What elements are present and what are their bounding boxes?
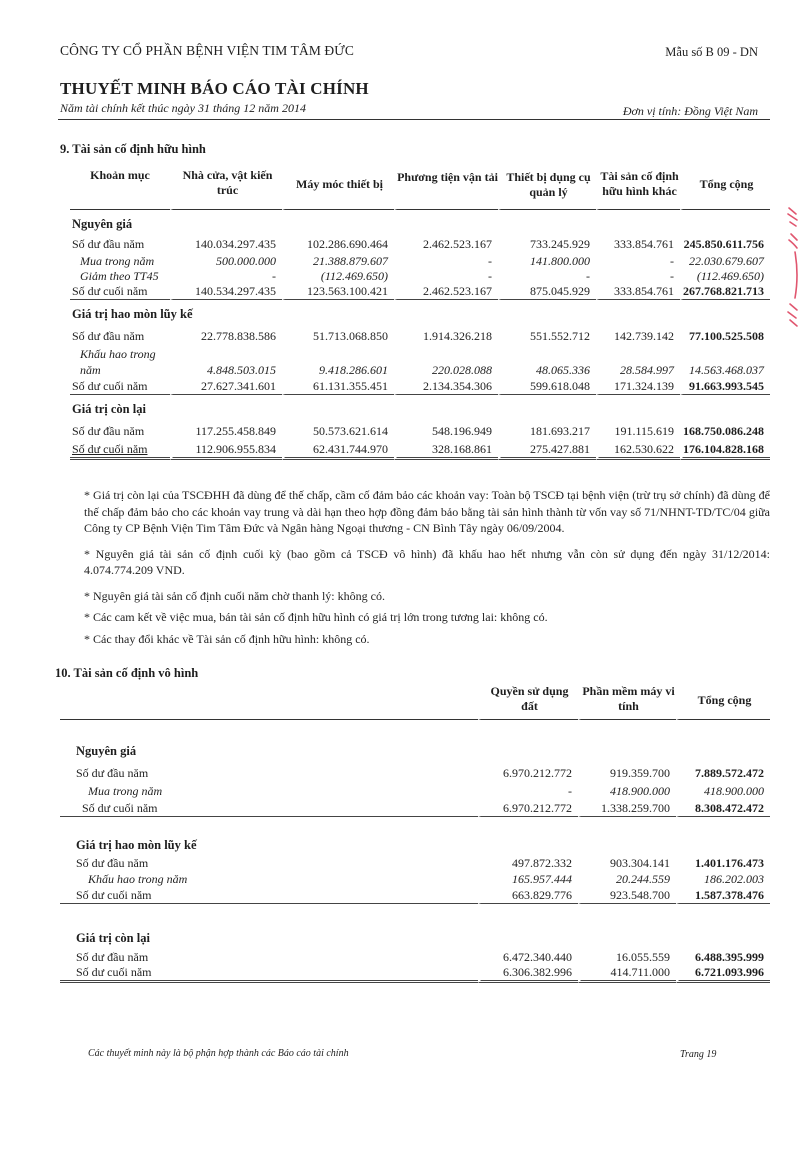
col-header-other-assets: Tài sản cố định hữu hình khác	[596, 160, 680, 210]
cell-value: 6.306.382.996	[478, 965, 578, 983]
cell-value: 117.255.458.849	[195, 424, 276, 438]
cell-value: -	[670, 254, 674, 268]
cell-value: 2.134.354.306	[394, 378, 498, 395]
cell-value: 418.900.000	[610, 784, 670, 798]
cell-value: 123.563.100.421	[282, 284, 394, 300]
row-label: Số dư cuối năm	[70, 378, 170, 395]
group-label: Giá trị hao mòn lũy kế	[72, 307, 193, 321]
cell-value: 220.028.088	[432, 363, 492, 377]
row-label: năm	[80, 363, 101, 377]
cell-total: 77.100.525.508	[689, 329, 764, 343]
cell-value: -	[670, 269, 674, 283]
cell-value: 102.286.690.464	[307, 237, 388, 251]
row-label: Số dư đầu năm	[72, 237, 145, 251]
cell-value: 6.970.212.772	[478, 799, 578, 817]
table-row	[60, 759, 770, 781]
cell-value: 62.431.744.970	[282, 439, 394, 460]
col-header-total: Tổng cộng	[680, 160, 770, 210]
cell-value: 551.552.712	[530, 329, 590, 343]
cell-value: -	[586, 269, 590, 283]
row-label: Số dư cuối năm	[70, 439, 170, 460]
cell-total: 6.721.093.996	[676, 965, 770, 983]
table-row	[70, 344, 770, 362]
table-row	[70, 284, 770, 300]
col-header-vehicles: Phương tiện vận tải	[394, 160, 498, 210]
cell-value: 21.388.879.607	[313, 254, 388, 268]
cell-value: 141.800.000	[530, 254, 590, 268]
cell-total: 6.488.395.999	[695, 950, 764, 964]
table-row	[70, 252, 770, 269]
cell-total: 245.850.611.756	[683, 237, 764, 251]
cell-value: 275.427.881	[498, 439, 596, 460]
group-label: Giá trị còn lại	[72, 402, 146, 416]
cell-total: 418.900.000	[704, 784, 764, 798]
cell-value: 733.245.929	[530, 237, 590, 251]
group-label: Nguyên giá	[72, 217, 133, 231]
cell-value: 20.244.559	[616, 872, 670, 886]
cell-total: 168.750.086.248	[683, 424, 764, 438]
table-row	[60, 946, 770, 965]
header-divider	[58, 119, 770, 120]
col-header-total: Tổng cộng	[676, 682, 770, 720]
note-collateral: * Giá trị còn lại của TSCĐHH đã dùng để thế chấp, cầm cố đảm bảo các khoản vay: Toàn bộ TSCĐ tại bệnh viện (trừ trụ sở chính) đã dùng để thế chấp đảm bảo cho các khoản vay trung và dài hạn theo hợp đồng đảm bảo bằng tài sản hình thành từ vốn vay số 71/NHNT-TD/TC/04 giữa Công ty CP Bệnh Viện Tim Tâm Đức và Ngân hàng Ngoại thương - CN Bình Tây ngày 06/09/2004.	[84, 488, 770, 535]
cell-value: -	[488, 254, 492, 268]
col-header-buildings: Nhà cửa, vật kiến trúc	[170, 160, 282, 210]
group-net-value	[60, 926, 770, 946]
table-row	[60, 887, 770, 904]
cell-value: 27.627.341.601	[170, 378, 282, 395]
cell-value: 2.462.523.167	[423, 237, 492, 251]
section-9-title: 9. Tài sản cố định hữu hình	[60, 142, 206, 156]
spacer	[60, 720, 770, 737]
spacer	[60, 904, 770, 926]
col-header-software: Phần mềm máy vi tính	[578, 682, 676, 720]
col-header-office-equipment: Thiết bị dụng cụ quản lý	[498, 160, 596, 210]
col-header-machinery: Máy móc thiết bị	[282, 160, 394, 210]
cell-value: 22.778.838.586	[201, 329, 276, 343]
row-label: Số dư đầu năm	[76, 950, 149, 964]
cell-value: 140.534.297.435	[170, 284, 282, 300]
note-fully-depreciated: * Nguyên giá tài sản cố định cuối kỳ (bao gồm cả TSCĐ vô hình) đã khấu hao hết nhưng vẫn còn sử dụng đến ngày 31/12/2014: 4.074.774.209 VND.	[84, 546, 770, 577]
table-row	[60, 853, 770, 871]
row-label: Số dư đầu năm	[72, 424, 145, 438]
cell-value: 4.848.503.015	[207, 363, 276, 377]
fiscal-period: Năm tài chính kết thúc ngày 31 tháng 12 năm 2014	[60, 101, 306, 115]
cell-total: 91.663.993.545	[680, 378, 770, 395]
cell-value: 165.957.444	[512, 872, 572, 886]
cell-value: 500.000.000	[216, 254, 276, 268]
cell-total: 8.308.472.472	[676, 799, 770, 817]
section-10-title: 10. Tài sản cố định vô hình	[55, 666, 199, 680]
form-code: Mẫu số B 09 - DN	[665, 45, 758, 59]
col-header-item	[60, 682, 478, 720]
row-label: Giảm theo TT45	[80, 269, 159, 283]
cell-value: 333.854.761	[596, 284, 680, 300]
cell-value: 16.055.559	[616, 950, 670, 964]
row-label: Mua trong năm	[88, 784, 163, 798]
cell-value: (112.469.650)	[320, 269, 388, 283]
cell-total: 267.768.821.713	[680, 284, 770, 300]
note-commitments: * Các cam kết về việc mua, bán tài sản cố định hữu hình có giá trị lớn trong tương lai: không có.	[84, 610, 548, 624]
cell-value: 903.304.141	[610, 856, 670, 870]
cell-total: 1.401.176.473	[695, 856, 764, 870]
table-row	[70, 269, 770, 284]
cell-total: 1.587.378.476	[676, 887, 770, 904]
cell-value: -	[272, 269, 276, 283]
group-label: Giá trị còn lại	[76, 931, 150, 945]
cell-value: 51.713.068.850	[313, 329, 388, 343]
cell-value: 142.739.142	[614, 329, 674, 343]
tangible-assets-table	[70, 160, 770, 460]
spacer	[60, 817, 770, 833]
cell-value: 50.573.621.614	[313, 424, 388, 438]
cell-total: (112.469.650)	[696, 269, 764, 283]
cell-total: 22.030.679.607	[689, 254, 764, 268]
cell-value: 9.418.286.601	[319, 363, 388, 377]
cell-value: 191.115.619	[614, 424, 674, 438]
table-row	[60, 781, 770, 799]
row-label: Số dư cuối năm	[60, 965, 478, 983]
row-label: Mua trong năm	[80, 254, 155, 268]
cell-value: 1.914.326.218	[423, 329, 492, 343]
row-label: Khấu hao trong năm	[88, 872, 188, 886]
table-row	[70, 439, 770, 460]
cell-value: 875.045.929	[498, 284, 596, 300]
cell-value: 548.196.949	[432, 424, 492, 438]
table-row	[70, 417, 770, 439]
cell-value: 6.970.212.772	[503, 766, 572, 780]
row-label: Số dư cuối năm	[60, 799, 478, 817]
cell-total: 7.889.572.472	[695, 766, 764, 780]
cell-value: 333.854.761	[614, 237, 674, 251]
cell-value: -	[568, 784, 572, 798]
cell-value: 162.530.622	[596, 439, 680, 460]
cell-value: 181.693.217	[530, 424, 590, 438]
intangible-assets-table	[60, 682, 770, 983]
cell-value: 1.338.259.700	[578, 799, 676, 817]
cell-value: 6.472.340.440	[503, 950, 572, 964]
cell-value: 414.711.000	[578, 965, 676, 983]
tangible-assets-notes	[84, 487, 770, 652]
cell-total: 186.202.003	[704, 872, 764, 886]
row-label: Số dư cuối năm	[70, 284, 170, 300]
cell-value: 140.034.297.435	[195, 237, 276, 251]
page-number: Trang 19	[680, 1049, 717, 1060]
table-row	[70, 378, 770, 395]
cell-value: 112.906.955.834	[170, 439, 282, 460]
cell-value: 328.168.861	[394, 439, 498, 460]
note-pending-disposal: * Nguyên giá tài sản cố định cuối năm chờ thanh lý: không có.	[84, 588, 385, 603]
row-label: Khấu hao trong	[80, 347, 156, 361]
table-row	[60, 965, 770, 983]
row-label: Số dư đầu năm	[76, 766, 149, 780]
cell-value: 28.584.997	[620, 363, 674, 377]
row-label: Số dư đầu năm	[72, 329, 145, 343]
table-row	[70, 322, 770, 344]
cell-value: 599.618.048	[498, 378, 596, 395]
cell-value: -	[488, 269, 492, 283]
table-row	[70, 362, 770, 378]
cell-total: 14.563.468.037	[689, 363, 764, 377]
note-other-changes: * Các thay đổi khác về Tài sản cố định hữu hình: không có.	[84, 631, 370, 646]
table-header-row	[60, 682, 770, 720]
group-label: Nguyên giá	[76, 744, 137, 758]
footer-note: Các thuyết minh này là bộ phận hợp thành các Báo cáo tài chính	[88, 1048, 349, 1059]
group-cost	[60, 737, 770, 759]
table-header-row	[70, 160, 770, 210]
table-row	[70, 232, 770, 252]
group-label: Giá trị hao mòn lũy kế	[76, 838, 197, 852]
stamp-mark-icon	[786, 200, 800, 330]
cell-value: 48.065.336	[536, 363, 590, 377]
document-title: THUYẾT MINH BÁO CÁO TÀI CHÍNH	[60, 79, 369, 98]
col-header-item: Khoản mục	[70, 160, 170, 210]
cell-value: 497.872.332	[512, 856, 572, 870]
col-header-land-use-rights: Quyền sử dụng đất	[478, 682, 578, 720]
group-cost	[70, 210, 770, 232]
cell-value: 919.359.700	[610, 766, 670, 780]
row-label: Số dư đầu năm	[76, 856, 149, 870]
cell-total: 176.104.828.168	[680, 439, 770, 460]
group-net-value	[70, 395, 770, 417]
cell-value: 2.462.523.167	[394, 284, 498, 300]
company-name: CÔNG TY CỔ PHẦN BỆNH VIỆN TIM TÂM ĐỨC	[60, 43, 354, 58]
group-amortization	[60, 833, 770, 853]
row-label: Số dư cuối năm	[60, 887, 478, 904]
cell-value: 61.131.355.451	[282, 378, 394, 395]
table-row	[60, 799, 770, 817]
table-row	[60, 871, 770, 887]
cell-value: 171.324.139	[596, 378, 680, 395]
currency-unit: Đơn vị tính: Đồng Việt Nam	[622, 104, 758, 118]
cell-value: 663.829.776	[478, 887, 578, 904]
group-depreciation	[70, 300, 770, 322]
cell-value: 923.548.700	[578, 887, 676, 904]
